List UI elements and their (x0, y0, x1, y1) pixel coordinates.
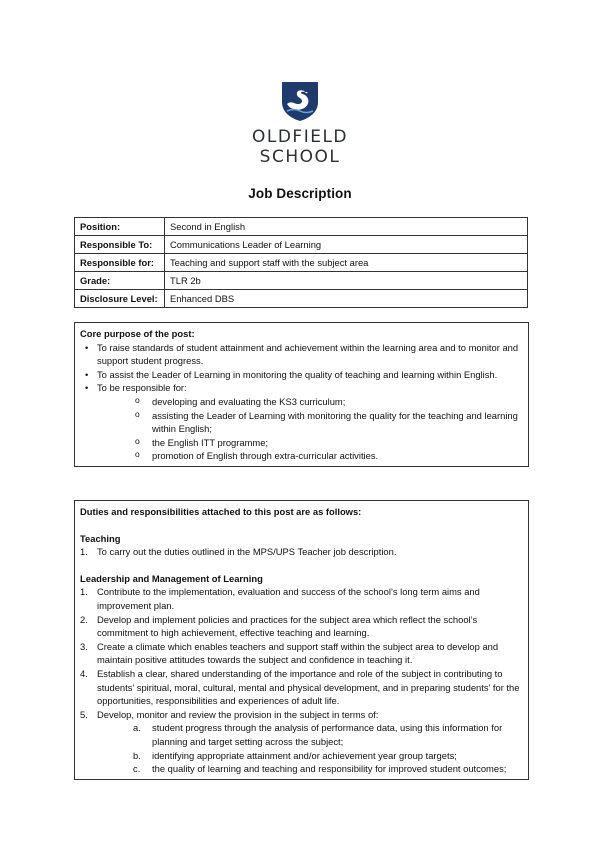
item-letter: c. (133, 763, 141, 775)
item-text: Contribute to the implementation, evaluation and success of the school’s long term aims and improvement plan. (97, 586, 480, 611)
job-info-table (74, 217, 528, 308)
school-logo (240, 80, 360, 167)
sub-list-item (97, 721, 523, 748)
list-item (80, 640, 523, 667)
item-letter: b. (133, 749, 141, 761)
table-row (75, 236, 528, 254)
duties-box (74, 500, 529, 780)
sub-list-item: o assisting the Leader of Learning with monitoring the quality for the teaching and learning within English; (97, 409, 523, 436)
list-item (80, 708, 523, 776)
item-number: 1. (80, 546, 88, 558)
duties-heading: Duties and responsibilities attached to this post are as follows: (80, 506, 362, 517)
field-value: TLR 2b (165, 272, 528, 290)
core-purpose-list (80, 341, 523, 463)
sub-list-item: o promotion of English through extra-curricular activities. (97, 449, 523, 463)
item-text: Establish a clear, shared understanding of the importance and role of the subject in contributing to students’ spiritual, moral, cultural, mental and physical development, and in preparing students’ for the opportunities, responsibilities and experiences of adult life. (97, 667, 520, 707)
field-value: Teaching and support staff with the subject area (165, 254, 528, 272)
core-purpose-heading: Core purpose of the post: (80, 328, 195, 339)
item-text: Develop and implement policies and practices for the subject area which reflect the school’s commitment to high achievement, effective teaching and learning. (97, 613, 478, 639)
item-letter: a. (133, 722, 141, 734)
list-item (80, 613, 523, 640)
leadership-list (80, 585, 523, 775)
page-title: Job Description (248, 186, 352, 201)
table-row (75, 254, 528, 272)
list-item (80, 585, 523, 612)
item-number: 3. (80, 640, 88, 652)
teaching-list (80, 545, 523, 559)
list-item (80, 545, 523, 559)
sub-list-item (97, 749, 523, 763)
leadership-heading: Leadership and Management of Learning (80, 572, 263, 584)
core-purpose-box (74, 322, 529, 467)
sub-list-item (97, 762, 523, 776)
swan-shield-icon (280, 80, 320, 122)
sub-list-item: o developing and evaluating the KS3 curriculum; (97, 395, 523, 409)
item-text: the quality of learning and teaching and responsibility for improved student outcomes; (152, 763, 507, 775)
item-number: 4. (80, 667, 88, 679)
list-item: • To assist the Leader of Learning in monitoring the quality of teaching and learning within English. (80, 368, 523, 382)
responsibility-sublist (97, 395, 523, 463)
field-label: Responsible for: (75, 254, 165, 272)
field-value: Second in English (165, 218, 528, 236)
field-value: Communications Leader of Learning (165, 236, 528, 254)
field-label: Disclosure Level: (75, 290, 165, 308)
teaching-heading: Teaching (80, 532, 121, 544)
table-row (75, 272, 528, 290)
list-item: • To raise standards of student attainment and achievement within the learning area and to monitor and support student progress. (80, 341, 523, 368)
provision-sublist (97, 721, 523, 775)
item-number: 2. (80, 613, 88, 625)
item-text: student progress through the analysis of performance data, using this information for planning and target setting across the subject; (152, 722, 503, 747)
school-name-line1: OLDFIELD (251, 127, 349, 147)
sub-list-item: o the English ITT programme; (97, 436, 523, 450)
item-text: To carry out the duties outlined in the MPS/UPS Teacher job description. (97, 546, 397, 558)
list-item (80, 381, 523, 463)
item-number: 5. (80, 708, 88, 720)
table-row (75, 290, 528, 308)
table-row (75, 218, 528, 236)
list-item-text: To be responsible for: (97, 382, 187, 394)
item-number: 1. (80, 586, 88, 598)
field-label: Grade: (75, 272, 165, 290)
item-text: Develop, monitor and review the provision in the subject in terms of: (97, 708, 379, 720)
item-text: Create a climate which enables teachers and support staff within the subject area to develop and maintain positive attitudes towards the subject and confidence in teaching it. (97, 640, 499, 666)
field-value: Enhanced DBS (165, 290, 528, 308)
field-label: Position: (75, 218, 165, 236)
item-text: identifying appropriate attainment and/or achievement year group targets; (152, 749, 457, 761)
field-label: Responsible To: (75, 236, 165, 254)
school-name-line2: SCHOOL (259, 147, 341, 167)
list-item (80, 667, 523, 708)
